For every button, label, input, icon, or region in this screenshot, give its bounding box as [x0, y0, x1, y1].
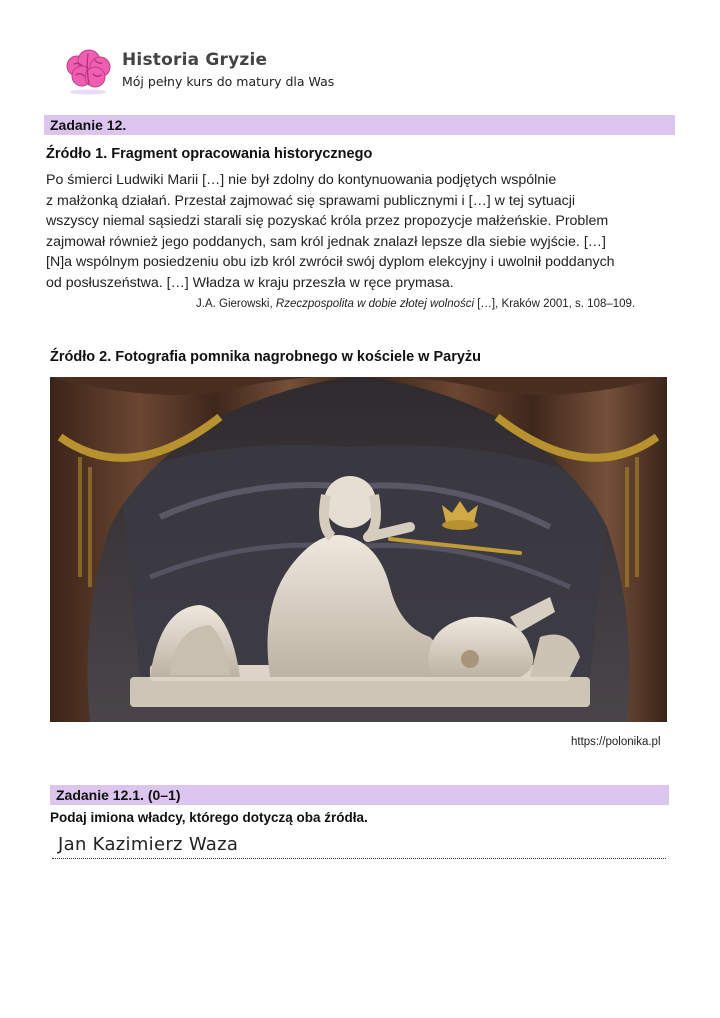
brand-header — [62, 44, 462, 100]
subtask-title: Zadanie 12.1. (0–1) — [56, 787, 181, 803]
passage-line: z małżonką działań. Przestał zajmować się sprawami publicznymi i […] w tej sytuacji — [46, 192, 576, 209]
task-title: Zadanie 12. — [50, 117, 127, 133]
passage-line: zajmował również jego poddanych, sam król jednak znalazł lepsze dla siebie wyjście. […] — [46, 233, 606, 250]
answer-text: Jan Kazimierz Waza — [58, 834, 239, 855]
passage-line: wszyscy niemal sąsiedzi starali się pozyskać króla przez propozycje małżeńskie. Problem — [46, 213, 609, 230]
task-title-bar — [44, 115, 675, 135]
brand-subtitle: Mój pełny kurs do matury dla Was — [122, 74, 335, 89]
citation-author: J.A. Gierowski, — [196, 298, 276, 310]
brand-title: Historia Gryzie — [122, 50, 268, 70]
citation-rest: […], Kraków 2001, s. 108–109. — [474, 298, 636, 310]
source2-heading: Źródło 2. Fotografia pomnika nagrobnego w kościele w Paryżu — [50, 349, 482, 365]
photo-credit: https://polonika.pl — [571, 736, 661, 748]
source1-heading: Źródło 1. Fragment opracowania historycznego — [46, 146, 373, 162]
passage-line: od posłuszeństwa. […] Władza w kraju przeszła w ręce prymasa. — [46, 274, 454, 291]
source1-passage — [46, 170, 678, 294]
passage-line: [N]a wspólnym posiedzeniu obu izb król zwrócił swój dyplom elekcyjny i uwolnił poddanych — [46, 254, 615, 271]
subtask-question: Podaj imiona władcy, którego dotyczą oba źródła. — [50, 810, 368, 825]
source1-citation — [196, 298, 635, 310]
brain-logo-icon — [62, 48, 114, 96]
tomb-monument-illustration — [50, 377, 667, 722]
answer-field[interactable] — [52, 834, 666, 859]
citation-title: Rzeczpospolita w dobie złotej wolności — [275, 298, 475, 310]
subtask-title-bar — [50, 785, 669, 805]
tomb-monument-photo — [50, 377, 667, 722]
passage-line: Po śmierci Ludwiki Marii […] nie był zdolny do kontynuowania podjętych wspólnie — [46, 172, 557, 188]
